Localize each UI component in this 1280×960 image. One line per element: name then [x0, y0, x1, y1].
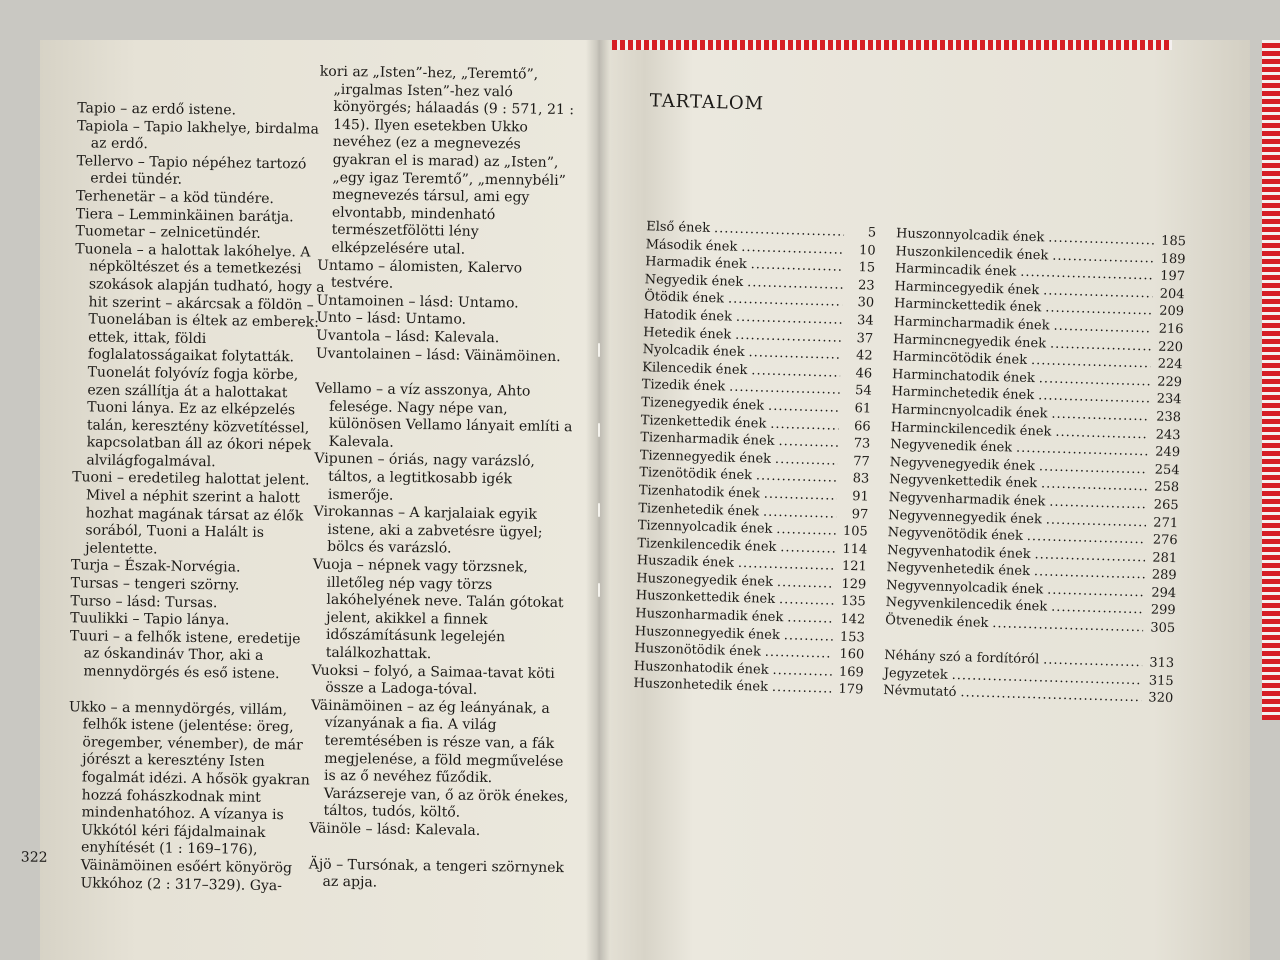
toc-entry-page: 30: [857, 295, 875, 311]
toc-leader-dots: [772, 679, 832, 698]
toc-entry-label: Néhány szó a fordítóról: [884, 648, 1040, 668]
toc-entry-label: Első ének: [645, 219, 711, 237]
toc-entry-label: Negyvenkettedik ének: [889, 472, 1038, 492]
toc-entry-label: Tizennyolcadik ének: [637, 518, 773, 537]
toc-entry-label: Harmincegyedik ének: [894, 278, 1040, 299]
toc-entry-label: Huszadik ének: [636, 553, 735, 572]
toc-entry-label: Névmutató: [883, 683, 957, 701]
glossary-entry: Turja – Észak-Norvégia.: [70, 557, 241, 577]
toc-entry-page: 254: [1154, 462, 1180, 478]
toc-entry-label: Nyolcadik ének: [642, 342, 745, 361]
toc-entry-label: Negyvenharmadik ének: [888, 490, 1046, 510]
toc-entry-page: 153: [839, 629, 866, 646]
toc-leader-dots: [992, 615, 1143, 637]
toc-entry-page: 197: [1159, 268, 1186, 285]
toc-entry-label: Tizenhatodik ének: [638, 483, 761, 502]
toc-leader-dots: [1020, 264, 1153, 285]
glossary-column-2: [308, 64, 580, 895]
toc-entry-page: 305: [1150, 620, 1176, 637]
toc-entry-label: Huszonötödik ének: [634, 641, 761, 660]
toc-entry-label: Huszonnegyedik ének: [634, 623, 781, 643]
binding-stitch: [598, 343, 600, 357]
glossary-entry: Tellervo – Tapio népéhez tartozó erdei tündér.: [76, 153, 307, 189]
toc-entry-page: 271: [1153, 515, 1179, 531]
toc-entry-page: 249: [1155, 444, 1181, 461]
red-cover-edge: [1262, 40, 1280, 720]
toc-entry-label: Huszonhetedik ének: [633, 676, 769, 696]
toc-entry-page: 243: [1155, 427, 1181, 443]
glossary-entry: Tuometar – zelnicetündér.: [75, 223, 261, 242]
toc-entry-label: Negyvenötödik ének: [887, 525, 1024, 544]
toc-entry-page: 234: [1156, 391, 1182, 408]
glossary-entry: Uvantola – lásd: Kalevala.: [316, 327, 500, 347]
red-cover-edge-top: [612, 40, 1172, 50]
glossary-entry: Tursas – tengeri szörny.: [70, 575, 240, 594]
toc-entry-label: Tizenharmadik ének: [640, 430, 775, 450]
page-number: 322: [20, 849, 48, 866]
toc-entry-page: 142: [840, 611, 866, 628]
toc-entry-label: Tizenötödik ének: [639, 465, 753, 484]
toc-entry-page: 97: [851, 506, 869, 523]
toc-entry-page: 299: [1150, 602, 1176, 619]
toc-leader-dots: [1016, 440, 1148, 461]
toc-entry-label: Negyvenegyedik ének: [889, 454, 1036, 474]
glossary-entry: Vellamo – a víz asszonya, Ahto felesége. Nagy népe van, különösen Vellamo lányait említi a Kalevala.: [315, 380, 573, 451]
toc-entry-page: 105: [842, 523, 868, 540]
toc-leader-dots: [787, 609, 833, 628]
toc-entry-label: Harmincötödik ének: [892, 349, 1028, 369]
glossary-entry: Tuonela – a halottak lakóhelye. A népköltészet és a temetkezési szokások alapján tudható, hogy a hit szerint – akárcsak a földön – Tuonelában is éltek az emberek: ettek, ittak, földi foglalatosságaikat folytatták. Tuonelát folyóvíz fogja körbe, ezen szállítja át a halottakat Tuoni lánya. Ez az elképzelés talán, keresztény közvetítéssel, kapcsolatban áll az ókori népek alvilágfogalmával.: [75, 240, 325, 471]
toc-entry-label: Tizedik ének: [641, 377, 726, 395]
toc-entry-label: Negyvennegyedik ének: [888, 507, 1043, 527]
glossary-entry: Vuoja – népnek vagy törzsnek, illetőleg nép vagy törzs lakóhelyének neve. Talán gótokat jelent, akikkel a finnek időszámításunk legelején találkozhattak.: [312, 556, 564, 663]
toc-leader-dots: [778, 433, 838, 452]
toc-entry-page: 61: [854, 401, 872, 417]
toc-entry-page: 77: [852, 453, 870, 470]
toc-entry-page: 265: [1153, 497, 1179, 514]
toc-entry-page: 34: [856, 313, 874, 329]
glossary-entry: Äjö – Tursónak, a tengeri szörnynek az apja.: [308, 856, 565, 891]
toc-leader-dots: [768, 398, 840, 418]
toc-leader-dots: [784, 627, 833, 646]
toc-entry-label: Jegyzetek: [883, 665, 948, 683]
toc-entry-page: 238: [1156, 409, 1182, 426]
toc-entry-page: 15: [858, 260, 876, 276]
toc-entry-page: 91: [851, 488, 869, 505]
glossary-entry: Unto – lásd: Untamo.: [316, 309, 467, 329]
book-gutter: [586, 40, 610, 960]
glossary-entry: Vuoksi – folyó, a Saimaa-tavat köti össze a Ladoga-tóval.: [311, 662, 555, 699]
toc-entry-label: Hetedik ének: [643, 324, 732, 343]
toc-entry-label: Tizenkettedik ének: [640, 412, 767, 432]
toc-entry-page: 179: [838, 682, 864, 698]
toc-entry-label: Huszonhatodik ének: [633, 658, 769, 678]
toc-entry-page: 313: [1149, 655, 1175, 672]
toc-entry-page: 169: [838, 664, 865, 681]
toc-entry-page: 258: [1154, 479, 1180, 496]
toc-entry-page: 83: [852, 471, 870, 487]
toc-entry-page: 289: [1151, 567, 1177, 584]
glossary-entry: Tapio – az erdő istene.: [77, 100, 237, 119]
toc-entry-label: Tizenegyedik ének: [641, 395, 765, 414]
toc-leader-dots: [777, 574, 835, 593]
toc-entry-label: Negyvenhatodik ének: [887, 542, 1031, 562]
toc-leader-dots: [756, 468, 838, 488]
glossary-entry: Virokannas – A karjalaiak egyik istene, aki a zabvetésre ügyel; bölcs és varázsló.: [313, 503, 543, 557]
toc-leader-dots: [763, 503, 837, 523]
toc-entry-page: 315: [1148, 673, 1174, 689]
glossary-entry: Tiera – Lemminkäinen barátja.: [75, 205, 294, 225]
glossary-entry: Vipunen – óriás, nagy varázsló, táltos, a legtitkosabb igék ismerője.: [314, 451, 536, 504]
toc-entry-page: 185: [1160, 233, 1187, 250]
toc-entry-label: Huszonegyedik ének: [636, 570, 774, 590]
toc-entry-label: Huszonnyolcadik ének: [895, 226, 1045, 246]
toc-column-left: [633, 218, 876, 699]
glossary-column-1: [66, 100, 327, 896]
toc-column-right: [883, 225, 1186, 708]
toc-entry-page: 216: [1158, 321, 1184, 338]
toc-entry-page: 37: [856, 330, 874, 347]
toc-entry-page: 23: [857, 277, 875, 294]
toc-entry-page: 135: [840, 594, 866, 610]
toc-entry-label: Ötödik ének: [644, 289, 725, 307]
glossary-entry: Untamoinen – lásd: Untamo.: [316, 292, 519, 312]
toc-entry-label: Huszonharmadik ének: [635, 606, 784, 626]
toc-entry-label: Harmincnyolcadik ének: [890, 402, 1048, 422]
toc-entry-page: 5: [867, 225, 877, 241]
toc-entry-label: Harmincadik ének: [894, 261, 1017, 280]
toc-leader-dots: [765, 644, 833, 663]
toc-entry-page: 54: [854, 383, 872, 399]
toc-entry-label: Negyvennyolcadik ének: [886, 577, 1044, 598]
binding-stitch: [598, 503, 600, 517]
toc-entry-page: 229: [1157, 374, 1183, 390]
glossary-entry: Tuuri – a felhők istene, eredetije az óskandináv Thor, aki a mennydörgés és eső istene.: [69, 628, 301, 683]
toc-entry-page: 10: [858, 242, 876, 259]
toc-leader-dots: [779, 592, 834, 611]
toc-entry-page: 129: [841, 576, 867, 593]
toc-leader-dots: [764, 486, 837, 506]
toc-entry-label: Ötvenedik ének: [885, 613, 989, 631]
toc-entry-label: Hatodik ének: [643, 307, 733, 325]
left-page: [20, 60, 580, 947]
toc-entry-page: 220: [1157, 339, 1184, 355]
toc-entry-label: Harmincharmadik ének: [893, 314, 1050, 334]
toc-entry-label: Tizenhetedik ének: [638, 500, 760, 519]
toc-entry-label: Harminckilencedik ének: [890, 419, 1052, 440]
toc-entry-label: Második ének: [645, 236, 738, 255]
toc-entry-page: 46: [855, 365, 873, 382]
toc-entry-label: Negyvenkilencedik ének: [885, 595, 1048, 616]
glossary-entry: Väinöle – lásd: Kalevala.: [309, 820, 481, 839]
toc-entry-page: 281: [1152, 550, 1178, 566]
toc-entry-page: 160: [839, 647, 865, 663]
toc-entry-label: Negyvenhetedik ének: [886, 560, 1031, 580]
toc-entry-label: Harminchetedik ének: [891, 384, 1035, 404]
toc-entry-label: Negyvenedik ének: [889, 437, 1013, 456]
toc-leader-dots: [770, 415, 839, 434]
toc-entry-page: 294: [1151, 585, 1177, 602]
toc-entry-label: Harmadik ének: [644, 254, 747, 273]
toc-entry-label: Huszonkilencedik ének: [895, 243, 1049, 264]
binding-stitch: [598, 423, 600, 437]
toc-entry-label: Negyedik ének: [644, 271, 744, 290]
glossary-entry: Untamo – álomisten, Kalervo testvére.: [317, 257, 523, 292]
toc-entry-page: 209: [1158, 303, 1185, 320]
toc-leader-dots: [772, 662, 832, 681]
toc-entry-page: 42: [855, 348, 873, 364]
right-page: [622, 90, 1200, 745]
toc-entry-label: Harminckettedik ének: [893, 296, 1042, 316]
toc-entry-page: 66: [853, 418, 871, 435]
glossary-entry: Terhenetär – a köd tündére.: [75, 188, 275, 207]
glossary-entry: kori az „Isten”-hez, „Teremtő”, „irgalmas Isten”-hez való könyörgés; hálaadás (9 : 571, 21 : 145). Ilyen esetekben Ukko nevéhez (ez a megnevezés gyakran el is marad) az „Isten”, „egy igaz Teremtő”, „mennybéli” megnevezés társul, ami egy elvontabb, mindenható természetfölötti lény elképzelésére utal.: [319, 63, 575, 258]
glossary-entry: Tapiola – Tapio lakhelye, birdalma az erdő.: [76, 117, 319, 153]
binding-stitch: [598, 583, 600, 597]
toc-entry-page: 276: [1152, 532, 1178, 549]
contents-title: TARTALOM: [649, 90, 765, 115]
toc-entry-label: Kilencedik ének: [642, 359, 748, 378]
toc-entry-page: 73: [853, 436, 871, 452]
toc-entry-label: Tizennegyedik ének: [639, 447, 772, 467]
toc-entry-page: 320: [1148, 690, 1174, 707]
toc-leader-dots: [960, 685, 1141, 708]
toc-leader-dots: [775, 451, 838, 470]
glossary-entry: Ukko – a mennydörgés, villám, felhők istene (jelentése: öreg, öregember, vénember), de már jórészt a keresztény Isten fogalmát idézi. A hősök gyakran hozzá fohászkodnak mint mindenhatóhoz. A vízanya is Ukkótól kéri fájdalmainak enyhítését (1 : 169–176), Väinämöinen esőért könyörög Ukkóhoz (2 : 317–329). Gya-: [68, 698, 310, 894]
glossary-entry: Tuoni – eredetileg halottat jelent. Mivel a néphit szerint a halott hozhat magának társat az élők sorából, Tuoni a Halált is jelentette.: [72, 469, 310, 558]
toc-entry-label: Harmincnegyedik ének: [892, 331, 1047, 351]
glossary-entry: Turso – lásd: Tursas.: [70, 592, 218, 611]
toc-leader-dots: [780, 539, 835, 558]
toc-entry-page: 204: [1159, 286, 1185, 303]
toc-entry-label: Harminchatodik ének: [891, 366, 1036, 386]
toc-entry-page: 121: [841, 559, 867, 575]
glossary-entry: Tuulikki – Tapio lánya.: [70, 610, 230, 629]
toc-leader-dots: [776, 521, 836, 540]
glossary-entry: Uvantolainen – lásd: Väinämöinen.: [315, 345, 561, 365]
toc-entry-label: Huszonkettedik ének: [635, 588, 776, 608]
toc-entry-page: 224: [1157, 356, 1183, 373]
toc-entry-label: Tizenkilencedik ének: [637, 535, 777, 555]
toc-entry-page: 189: [1160, 251, 1186, 267]
toc-entry-page: 114: [842, 541, 868, 558]
glossary-entry: Väinämöinen – az ég leányának, a vízanyának a fia. A világ teremtésében is része van, a fák megjelenése, a föld megművelése is az ő nevéhez fűződik. Varázsereje van, ő az örök énekes, táltos, tudós, költő.: [310, 697, 569, 822]
